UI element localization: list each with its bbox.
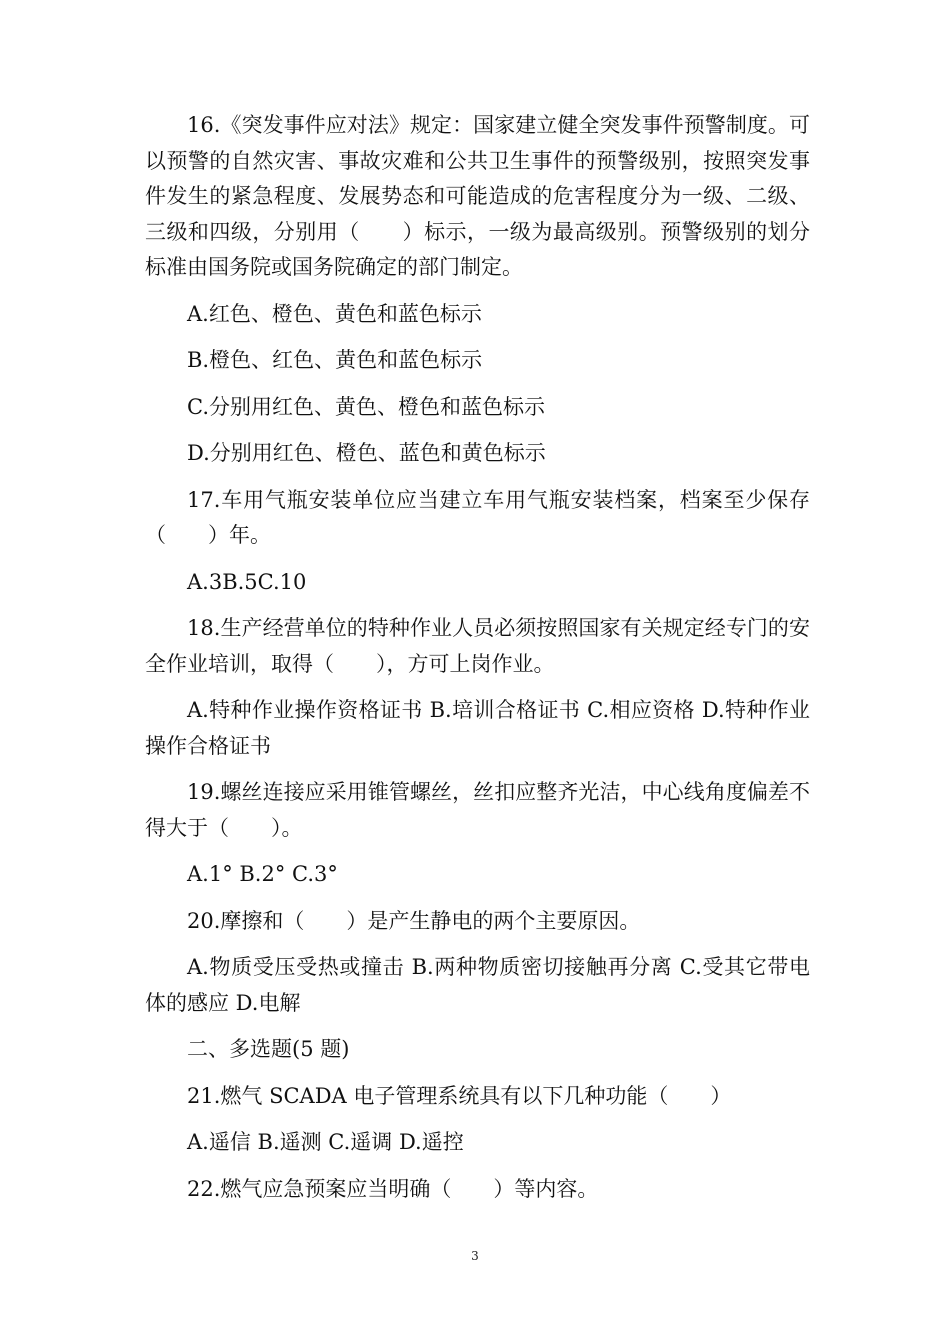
question-18: 18.生产经营单位的特种作业人员必须按照国家有关规定经专门的安全作业培训，取得（ ），方可上岗作业。 <box>145 616 810 676</box>
question-21-options: A.遥信 B.遥测 C.遥调 D.遥控 <box>187 1130 464 1154</box>
question-16-option-c: C.分别用红色、黄色、橙色和蓝色标示 <box>187 394 545 419</box>
question-20: 20.摩擦和（ ）是产生静电的两个主要原因。 <box>187 908 641 933</box>
page-number: 3 <box>471 1249 479 1263</box>
question-20-options: A.物质受压受热或撞击 B.两种物质密切接触再分离 C.受其它带电体的感应 D.电解 <box>145 955 810 1015</box>
page-content <box>145 108 810 1218</box>
question-16: 16.《突发事件应对法》规定：国家建立健全突发事件预警制度。可以预警的自然灾害、事故灾难和公共卫生事件的预警级别，按照突发事件发生的紧急程度、发展势态和可能造成的危害程度分为一级、二级、三级和四级，分别用（ ）标示，一级为最高级别。预警级别的划分标准由国务院或国务院确定的部门制定。 <box>145 113 810 279</box>
question-18-options: A.特种作业操作资格证书 B.培训合格证书 C.相应资格 D.特种作业操作合格证书 <box>145 698 810 758</box>
question-22: 22.燃气应急预案应当明确（ ）等内容。 <box>187 1176 599 1201</box>
question-19-options: A.1° B.2° C.3° <box>187 862 338 886</box>
section-heading-multiple-choice: 二、多选题(5 题) <box>187 1037 350 1061</box>
question-16-option-a: A.红色、橙色、黄色和蓝色标示 <box>187 301 482 326</box>
question-17-options: A.3B.5C.10 <box>187 569 307 594</box>
question-21: 21.燃气 SCADA 电子管理系统具有以下几种功能（ ） <box>187 1083 732 1108</box>
question-19: 19.螺丝连接应采用锥管螺丝，丝扣应整齐光洁，中心线角度偏差不得大于（ ）。 <box>145 780 810 840</box>
question-17: 17.车用气瓶安装单位应当建立车用气瓶安装档案，档案至少保存（ ）年。 <box>145 487 810 547</box>
question-16-option-b: B.橙色、红色、黄色和蓝色标示 <box>187 348 483 372</box>
question-16-option-d: D.分别用红色、橙色、蓝色和黄色标示 <box>187 441 546 465</box>
